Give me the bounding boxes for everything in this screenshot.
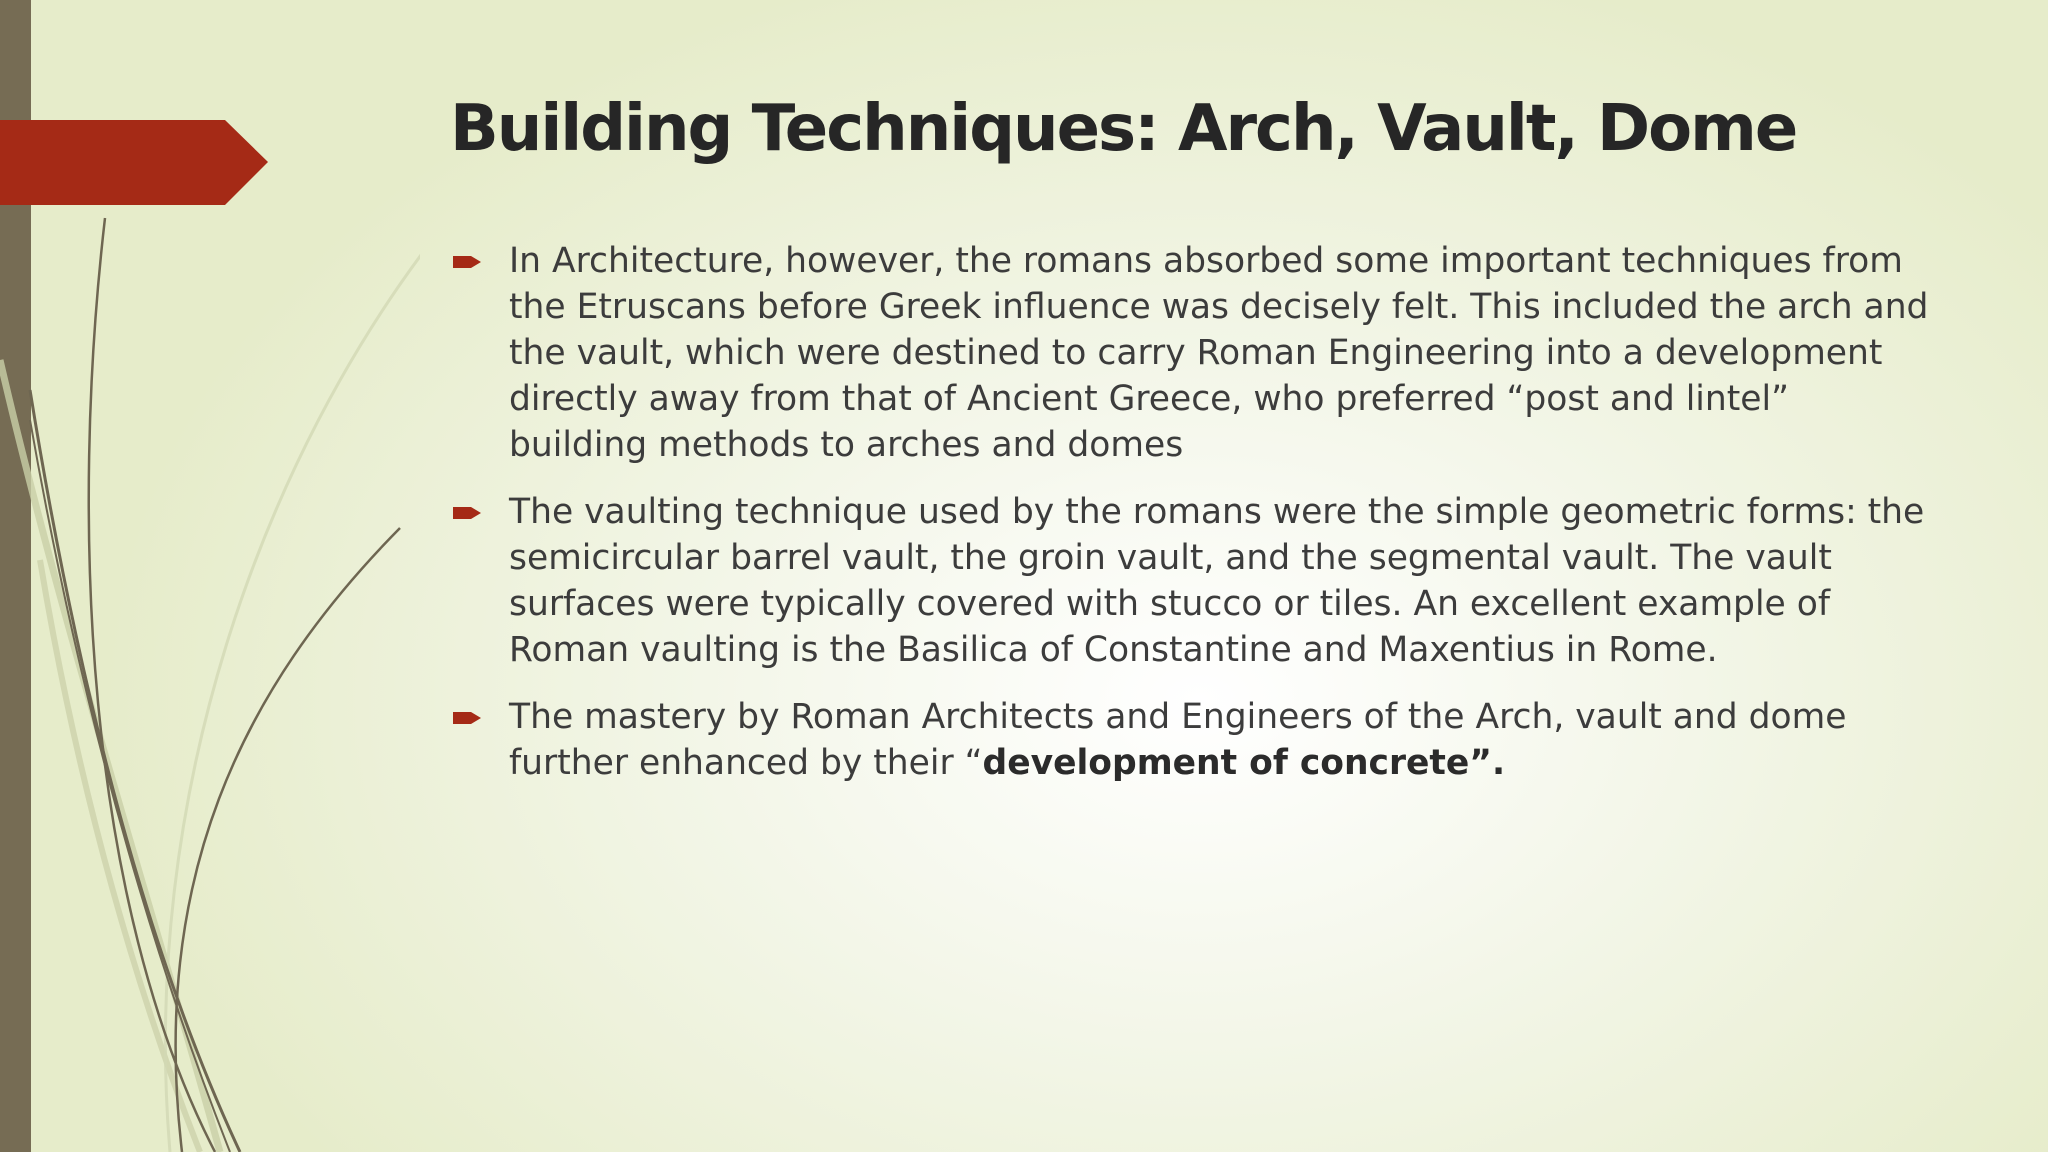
bullet-list [450,238,1930,807]
bullet-text: The mastery by Roman Architects and Engineers of the Arch, vault and dome further enhanced by their “ [509,697,1847,783]
arrow-bullet-icon [453,506,481,520]
bullet-item [450,489,1930,673]
bullet-item [450,694,1930,786]
bullet-text-bold: development of concrete”. [982,743,1506,783]
arrow-bullet-icon [453,711,481,725]
bullet-item [450,238,1930,468]
bullet-text: The vaulting technique used by the romans were the simple geometric forms: the semicircular barrel vault, the groin vault, and the segmental vault. The vault surfaces were typically covered with stucco or tiles. An excellent example of Roman vaulting is the Basilica of Constantine and Maxentius in Rome. [509,492,1925,670]
slide-title: Building Techniques: Arch, Vault, Dome [450,92,1797,166]
bullet-text: In Architecture, however, the romans absorbed some important techniques from the Etruscans before Greek influence was decisely felt. This included the arch and the vault, which were destined to carry Roman Engineering into a development directly away from that of Ancient Greece, who preferred “post and lintel” building methods to arches and domes [509,241,1929,465]
arrow-bullet-icon [453,255,481,269]
accent-arrow-tab [0,120,268,205]
